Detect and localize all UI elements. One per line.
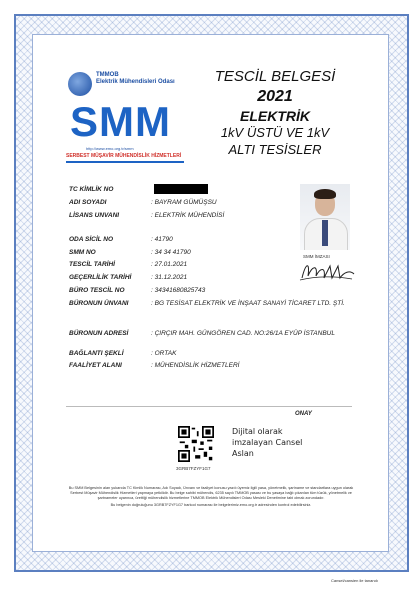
certificate-scope-line2: ALTI TESİSLER <box>228 142 322 157</box>
buro-unvan-value: : BG TESİSAT ELEKTRİK VE İNŞAAT SANAYİ TİCARET LTD. ŞTİ. <box>151 300 345 307</box>
certificate-title: TESCİL BELGESİ <box>214 68 336 85</box>
esign-line2: imzalayan Cansel <box>232 438 303 447</box>
digital-signature-block <box>232 426 302 459</box>
smm-logo <box>62 66 194 172</box>
footer-text: Bu SMM Belgesinin alan yukarıda TC Kimlik Numarası, Adı Soyadı, Ünvanı ve faaliyet konusu yazılı üyemiz ilgili yasa, yönetmelik, şartname ve standartlara uygun olarak Serbest Müşavir Mühendislik Hizmetleri yapmaya yetkilidir. Bu belge sahibi mühendis, 6235 sayılı TMMOB yasası ve bu yasaya bağlı çıkarılan tüm tüzük, yönetmelik ve şartnameler uyarınca, ürettiği mühendislik hizmetlerine TMMOB Elektrik Mühendisleri Odası Mesleki Denetimine tabi olmak zorundadır. <box>68 486 354 500</box>
tc-label: TC KİMLİK NO <box>69 186 114 193</box>
gecerlilik-value: : 31.12.2021 <box>151 274 188 281</box>
buro-adres-value: : ÇIRÇIR MAH. GÜNGÖREN CAD. NO:26/1A EYÜP İSTANBUL <box>151 330 335 337</box>
faaliyet-value: : MÜHENDİSLİK HİZMETLERİ <box>151 362 240 369</box>
buro-unvan-label: BÜRONUN ÜNVANI <box>69 300 129 307</box>
certificate-scope-line1: 1kV ÜSTÜ VE 1kV <box>220 125 330 140</box>
faaliyet-label: FAALİYET ALANI <box>69 362 122 369</box>
smm-no-label: SMM NO <box>69 249 96 256</box>
redacted-tc-value <box>154 184 208 194</box>
qr-code-icon <box>178 426 214 462</box>
qr-code-text: 3GRB7FZYF1G7 <box>176 466 211 471</box>
tescil-value: : 27.01.2021 <box>151 261 188 268</box>
baglanti-value: : ORTAK <box>151 350 177 357</box>
tmmob-emblem-icon <box>68 72 92 96</box>
license-label: LİSANS UNVANI <box>69 212 120 219</box>
smm-wordmark: SMM <box>70 98 171 145</box>
approval-label: ONAY <box>295 411 312 417</box>
chamber-label: Elektrik Mühendisleri Odası <box>96 79 175 85</box>
esign-line3: Aslan <box>232 449 254 458</box>
oda-label: ODA SİCİL NO <box>69 236 114 243</box>
baglanti-label: BAĞLANTI ŞEKLİ <box>69 350 124 357</box>
certificate-field: ELEKTRİK <box>240 108 310 124</box>
smm-url: http://www.emo.org.tr/smm <box>86 146 134 151</box>
certificate-year: 2021 <box>257 88 293 105</box>
tescil-label: TESCİL TARİHİ <box>69 261 115 268</box>
esign-line1: Dijital olarak <box>232 427 283 436</box>
smm-signature-label: SMM İMZASI <box>303 254 330 259</box>
buro-tescil-value: : 34341680825743 <box>151 287 206 294</box>
approval-divider <box>66 406 352 407</box>
gecerlilik-label: GEÇERLİLİK TARİHİ <box>69 274 132 281</box>
name-label: ADI SOYADI <box>69 199 107 206</box>
footer-verify: Bu belgenin doğruluğunu 3GRB7FZYF1G7 barkod numarası ile belgelerimiz.emo.org.tr adresinden kontrol edebilirsiniz. <box>110 503 312 507</box>
buro-tescil-label: BÜRO TESCİL NO <box>69 287 125 294</box>
smm-no-value: : 34 34 41790 <box>151 249 191 256</box>
logo-underline <box>66 161 184 163</box>
smm-subtitle: SERBEST MÜŞAVİR MÜHENDİSLİK HİZMETLERİ <box>66 153 182 159</box>
license-value: : ELEKTRİK MÜHENDİSİ <box>151 212 225 219</box>
name-value: : BAYRAM GÜMÜŞSU <box>151 199 217 206</box>
handwritten-signature <box>296 258 356 284</box>
buro-adres-label: BÜRONUN ADRESİ <box>69 330 129 337</box>
holder-photo <box>300 184 350 250</box>
oda-value: : 41790 <box>151 236 173 243</box>
footer-notice <box>66 486 356 508</box>
signed-by-note: Cansel/cansien ile tanandı <box>331 578 378 583</box>
tmmob-label: TMMOB <box>96 72 119 78</box>
